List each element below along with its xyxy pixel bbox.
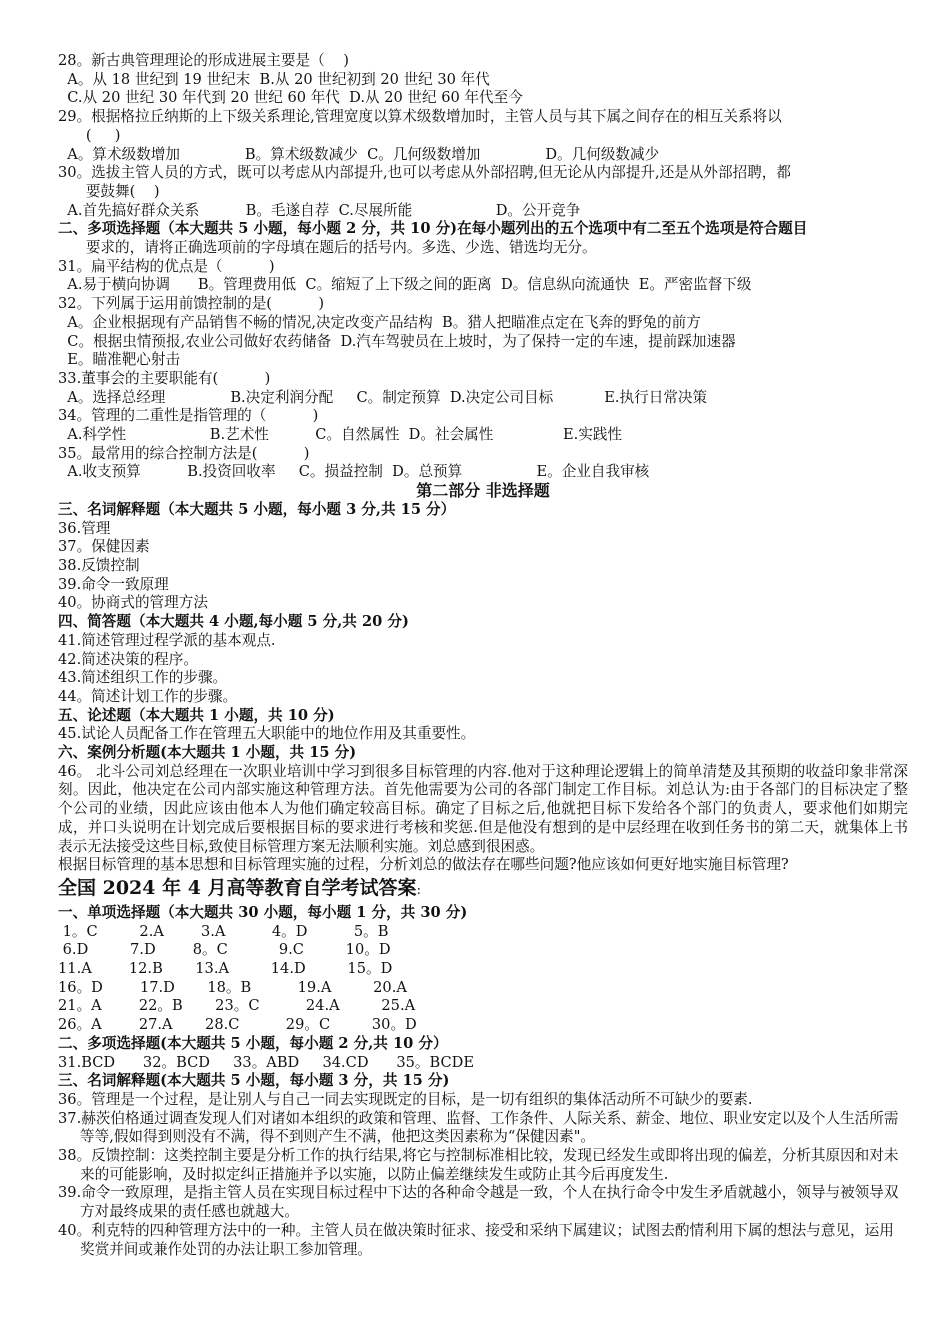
lines2-line: 45.试论人员配备工作在管理五大职能中的地位作用及其重要性。 <box>58 725 476 743</box>
answers-line: 三、名词解释题(本大题共 5 小题，每小题 3 分，共 15 分) <box>58 1072 450 1090</box>
lines-line: 要求的，请将正确选项前的字母填在题后的括号内。多选、少选、错选均无分。 <box>58 239 597 257</box>
answers-line: 二、多项选择题(本大题共 5 小题，每小题 2 分,共 10 分） <box>58 1034 448 1052</box>
answers-line: 21。A 22。B 23。C 24.A 25.A <box>58 997 416 1015</box>
answers-block <box>58 904 908 1091</box>
answers-line: 6.D 7.D 8。C 9.C 10。D <box>58 941 391 959</box>
lines2-line: 44。简述计划工作的步骤。 <box>58 687 238 705</box>
lines-line: 要鼓舞( ) <box>58 182 160 200</box>
lines-line: A.首先搞好群众关系 B。毛遂自荐 C.尽展所能 D。公开竞争 <box>58 201 581 219</box>
lines-line: E。瞄准靶心射击 <box>58 351 181 369</box>
lines2-line: 37。保健因素 <box>58 538 150 556</box>
lines-line: 34。管理的二重性是指管理的（ ) <box>58 407 319 425</box>
lines2-line: 41.简述管理过程学派的基本观点. <box>58 631 276 649</box>
answers-line: 1。C 2.A 3.A 4。D 5。B <box>58 922 389 940</box>
case-question: 根据目标管理的基本思想和目标管理实施的过程，分析刘总的做法存在哪些问题?他应该如何更好地实施目标管理? <box>58 856 789 874</box>
lines2-line: 39.命令一致原理 <box>58 575 169 593</box>
lines2-line: 四、简答题（本大题共 4 小题,每小题 5 分,共 20 分) <box>58 613 409 631</box>
lines2-line: 五、论述题（本大题共 1 小题，共 10 分) <box>58 706 335 724</box>
defs-line: 37.赫茨伯格通过调查发现人们对诸如本组织的政策和管理、监督、工作条件、人际关系、薪金、地位、职业安定以及个人生活所需等等,假如得到则没有不满，得不到则产生不满，他把这类因素称为“保健因素"。 <box>58 1109 899 1146</box>
answer-title <box>58 875 908 904</box>
lines-line: A.科学性 B.艺术性 C。自然属性 D。社会属性 E.实践性 <box>58 426 623 444</box>
lines-line: A。从 18 世纪到 19 世纪末 B.从 20 世纪初到 20 世纪 30 年代 <box>58 70 490 88</box>
lines2-line: 43.简述组织工作的步骤。 <box>58 669 228 687</box>
defs-line: 39.命令一致原理，是指主管人员在实现目标过程中下达的各种命令越是一致，个人在执行命令中发生矛盾就越小，领导与被领导双方对最终成果的责任感也就越大。 <box>58 1184 899 1221</box>
defs-line: 36。管理是一个过程，是让别人与自己一同去实现既定的目标，是一切有组织的集体活动所不可缺少的要素. <box>58 1090 753 1108</box>
lines2-line: 36.管理 <box>58 519 111 537</box>
lines-line: A。企业根据现有产品销售不畅的情况,决定改变产品结构 B。猎人把瞄准点定在飞奔的野兔的前方 <box>58 313 701 331</box>
definition-answers <box>58 1091 908 1259</box>
lines2-line: 40。协商式的管理方法 <box>58 594 208 612</box>
answers-line: 16。D 17.D 18。B 19.A 20.A <box>58 978 407 996</box>
lines-line: A。选择总经理 B.决定利润分配 C。制定预算 D.决定公司目标 E.执行日常决策 <box>58 388 708 406</box>
answers-line: 26。A 27.A 28.C 29。C 30。D <box>58 1016 417 1034</box>
defs-line: 40。利克特的四种管理方法中的一种。主管人员在做决策时征求、接受和采纳下属建议；试图去酌情利用下属的想法与意见，运用奖赏并间或兼作处罚的办法让职工参加管理。 <box>58 1221 894 1258</box>
answers-line: 31.BCD 32。BCD 33。ABD 34.CD 35。BCDE <box>58 1053 475 1071</box>
lines-line: 33.董事会的主要职能有( ) <box>58 369 271 387</box>
lines-line: 29。根据格拉丘纳斯的上下级关系理论,管理宽度以算术级数增加时，主管人员与其下属之间存在的相互关系将以 <box>58 108 782 126</box>
answers-line: 一、单项选择题（本大题共 30 小题，每小题 1 分，共 30 分) <box>58 903 468 921</box>
answers-line: 11.A 12.B 13.A 14.D 15。D <box>58 960 393 978</box>
lines-line: A。算术级数增加 B。算术级数减少 C。几何级数增加 D。几何级数减少 <box>58 145 660 163</box>
part-two-title: 第二部分 非选择题 <box>416 481 550 501</box>
lines2-line: 三、名词解释题（本大题共 5 小题，每小题 3 分,共 15 分） <box>58 500 456 518</box>
lines-line: 31。扁平结构的优点是（ ) <box>58 257 275 275</box>
answer-title-text: 全国 2024 年 4 月高等教育自学考试答案 <box>58 876 417 899</box>
lines-line: 35。最常用的综合控制方法是( ) <box>58 444 310 462</box>
lines-line: C.从 20 世纪 30 年代到 20 世纪 60 年代 D.从 20 世纪 60 年代至今 <box>58 89 523 107</box>
lines-line: C。根据虫情预报,农业公司做好农药储备 D.汽车驾驶员在上坡时，为了保持一定的车速，提前踩加速器 <box>58 332 736 350</box>
defs-line: 38。反馈控制：这类控制主要是分析工作的执行结果,将它与控制标准相比较，发现已经发生或即将出现的偏差，分析其原因和对未来的可能影响，及时拟定纠正措施并予以实施，以防止偏差继续发生或防止其今后再度发生. <box>58 1147 899 1183</box>
lines-line: 28。新古典管理理论的形成进展主要是（ ) <box>58 52 349 69</box>
lines-line: A.收支预算 B.投资回收率 C。损益控制 D。总预算 E。企业自我审核 <box>58 463 650 481</box>
lines-line: A.易于横向协调 B。管理费用低 C。缩短了上下级之间的距离 D。信息纵向流通快 E。严密监督下级 <box>58 276 752 294</box>
case-paragraph: 46。 北斗公司刘总经理在一次职业培训中学习到很多目标管理的内容.他对于这种理论逻辑上的简单清楚及其预期的收益印象非常深刻。因此，他决定在公司内部实施这种管理方法。首先他需要为公司的各部门制定工作目标。刘总认为:由于各部门的目标决定了整个公司的业绩，因此应该由他本人为他们确定较高目标。确定了目标之后,他就把目标下发给各个部门的负责人，要求他们如期完成，并口头说明在计划完成后要根据目标的要求进行考核和奖惩.但是他没有想到的是中层经理在收到任务书的第二天，就集体上书表示无法接受这些目标,致使目标管理方案无法顺利实施。刘总感到很困惑。 <box>58 762 908 855</box>
lines2-line: 42.简述决策的程序。 <box>58 650 198 668</box>
non-choice-questions <box>58 501 908 763</box>
lines2-line: 38.反馈控制 <box>58 556 140 574</box>
lines-line: 32。下列属于运用前馈控制的是( ) <box>58 295 325 313</box>
answer-title-suffix: : <box>416 882 421 898</box>
lines-line: 二、多项选择题（本大题共 5 小题，每小题 2 分，共 10 分)在每小题列出的五个选项中有二至五个选项是符合题目 <box>58 220 808 238</box>
lines-line: ( ) <box>58 126 121 144</box>
lines2-line: 六、案例分析题(本大题共 1 小题，共 15 分) <box>58 744 357 762</box>
questions-28-35 <box>58 52 908 482</box>
lines-line: 30。选拔主管人员的方式，既可以考虑从内部提升,也可以考虑从外部招聘,但无论从内部提升,还是从外部招聘，都 <box>58 164 791 182</box>
